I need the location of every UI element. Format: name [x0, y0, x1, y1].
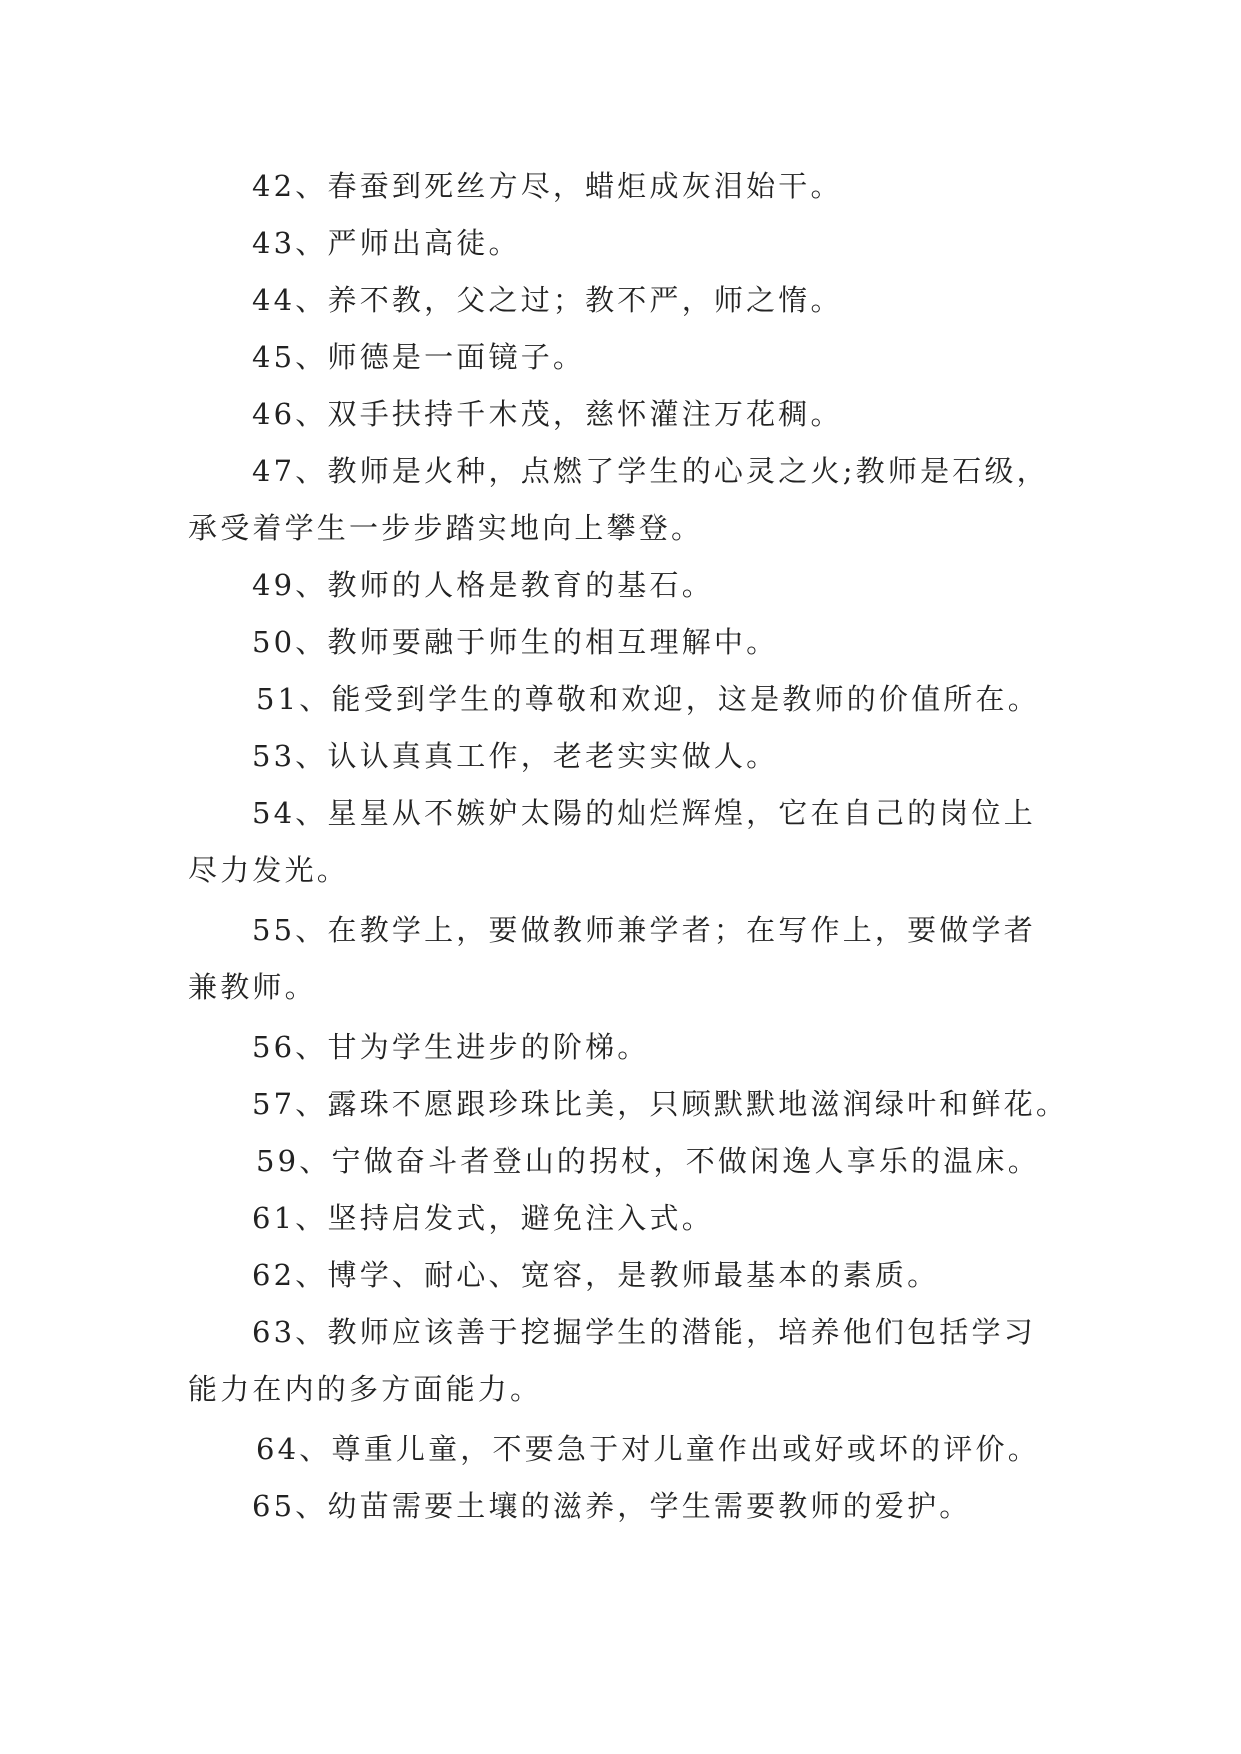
- quote-62: 62、博学、耐心、宽容，是教师最基本的素质。: [252, 1258, 940, 1292]
- quote-51: 51、能受到学生的尊敬和欢迎，这是教师的价值所在。: [256, 682, 1040, 716]
- quote-55: 55、在教学上，要做教师兼学者；在写作上，要做学者: [252, 913, 1036, 947]
- quote-53: 53、认认真真工作，老老实实做人。: [252, 739, 779, 773]
- quote-46: 46、双手扶持千木茂，慈怀灌注万花稠。: [252, 397, 843, 431]
- quote-64: 64、尊重儿童，不要急于对儿童作出或好或坏的评价。: [256, 1432, 1040, 1466]
- quote-55-continuation: 兼教师。: [188, 970, 317, 1004]
- quote-49: 49、教师的人格是教育的基石。: [252, 568, 714, 602]
- quote-42: 42、春蚕到死丝方尽，蜡炬成灰泪始干。: [252, 169, 843, 203]
- quote-44: 44、养不教，父之过；教不严，师之惰。: [252, 283, 843, 317]
- quote-43: 43、严师出高徒。: [252, 226, 521, 260]
- quote-50: 50、教师要融于师生的相互理解中。: [252, 625, 779, 659]
- quote-63: 63、教师应该善于挖掘学生的潜能，培养他们包括学习: [252, 1315, 1036, 1349]
- quote-63-continuation: 能力在内的多方面能力。: [188, 1372, 543, 1406]
- quote-59: 59、宁做奋斗者登山的拐杖，不做闲逸人享乐的温床。: [256, 1144, 1040, 1178]
- quote-65: 65、幼苗需要土壤的滋养，学生需要教师的爱护。: [252, 1489, 972, 1523]
- quote-54: 54、星星从不嫉妒太陽的灿烂辉煌，它在自己的岗位上: [252, 796, 1036, 830]
- quote-56: 56、甘为学生进步的阶梯。: [252, 1030, 650, 1064]
- quote-57: 57、露珠不愿跟珍珠比美，只顾默默地滋润绿叶和鲜花。: [252, 1087, 1069, 1121]
- quote-61: 61、坚持启发式，避免注入式。: [252, 1201, 714, 1235]
- quote-54-continuation: 尽力发光。: [188, 853, 350, 887]
- quote-47: 47、教师是火种，点燃了学生的心灵之火;教师是石级，: [252, 454, 1049, 488]
- quote-45: 45、师德是一面镜子。: [252, 340, 586, 374]
- quote-47-continuation: 承受着学生一步步踏实地向上攀登。: [188, 511, 704, 545]
